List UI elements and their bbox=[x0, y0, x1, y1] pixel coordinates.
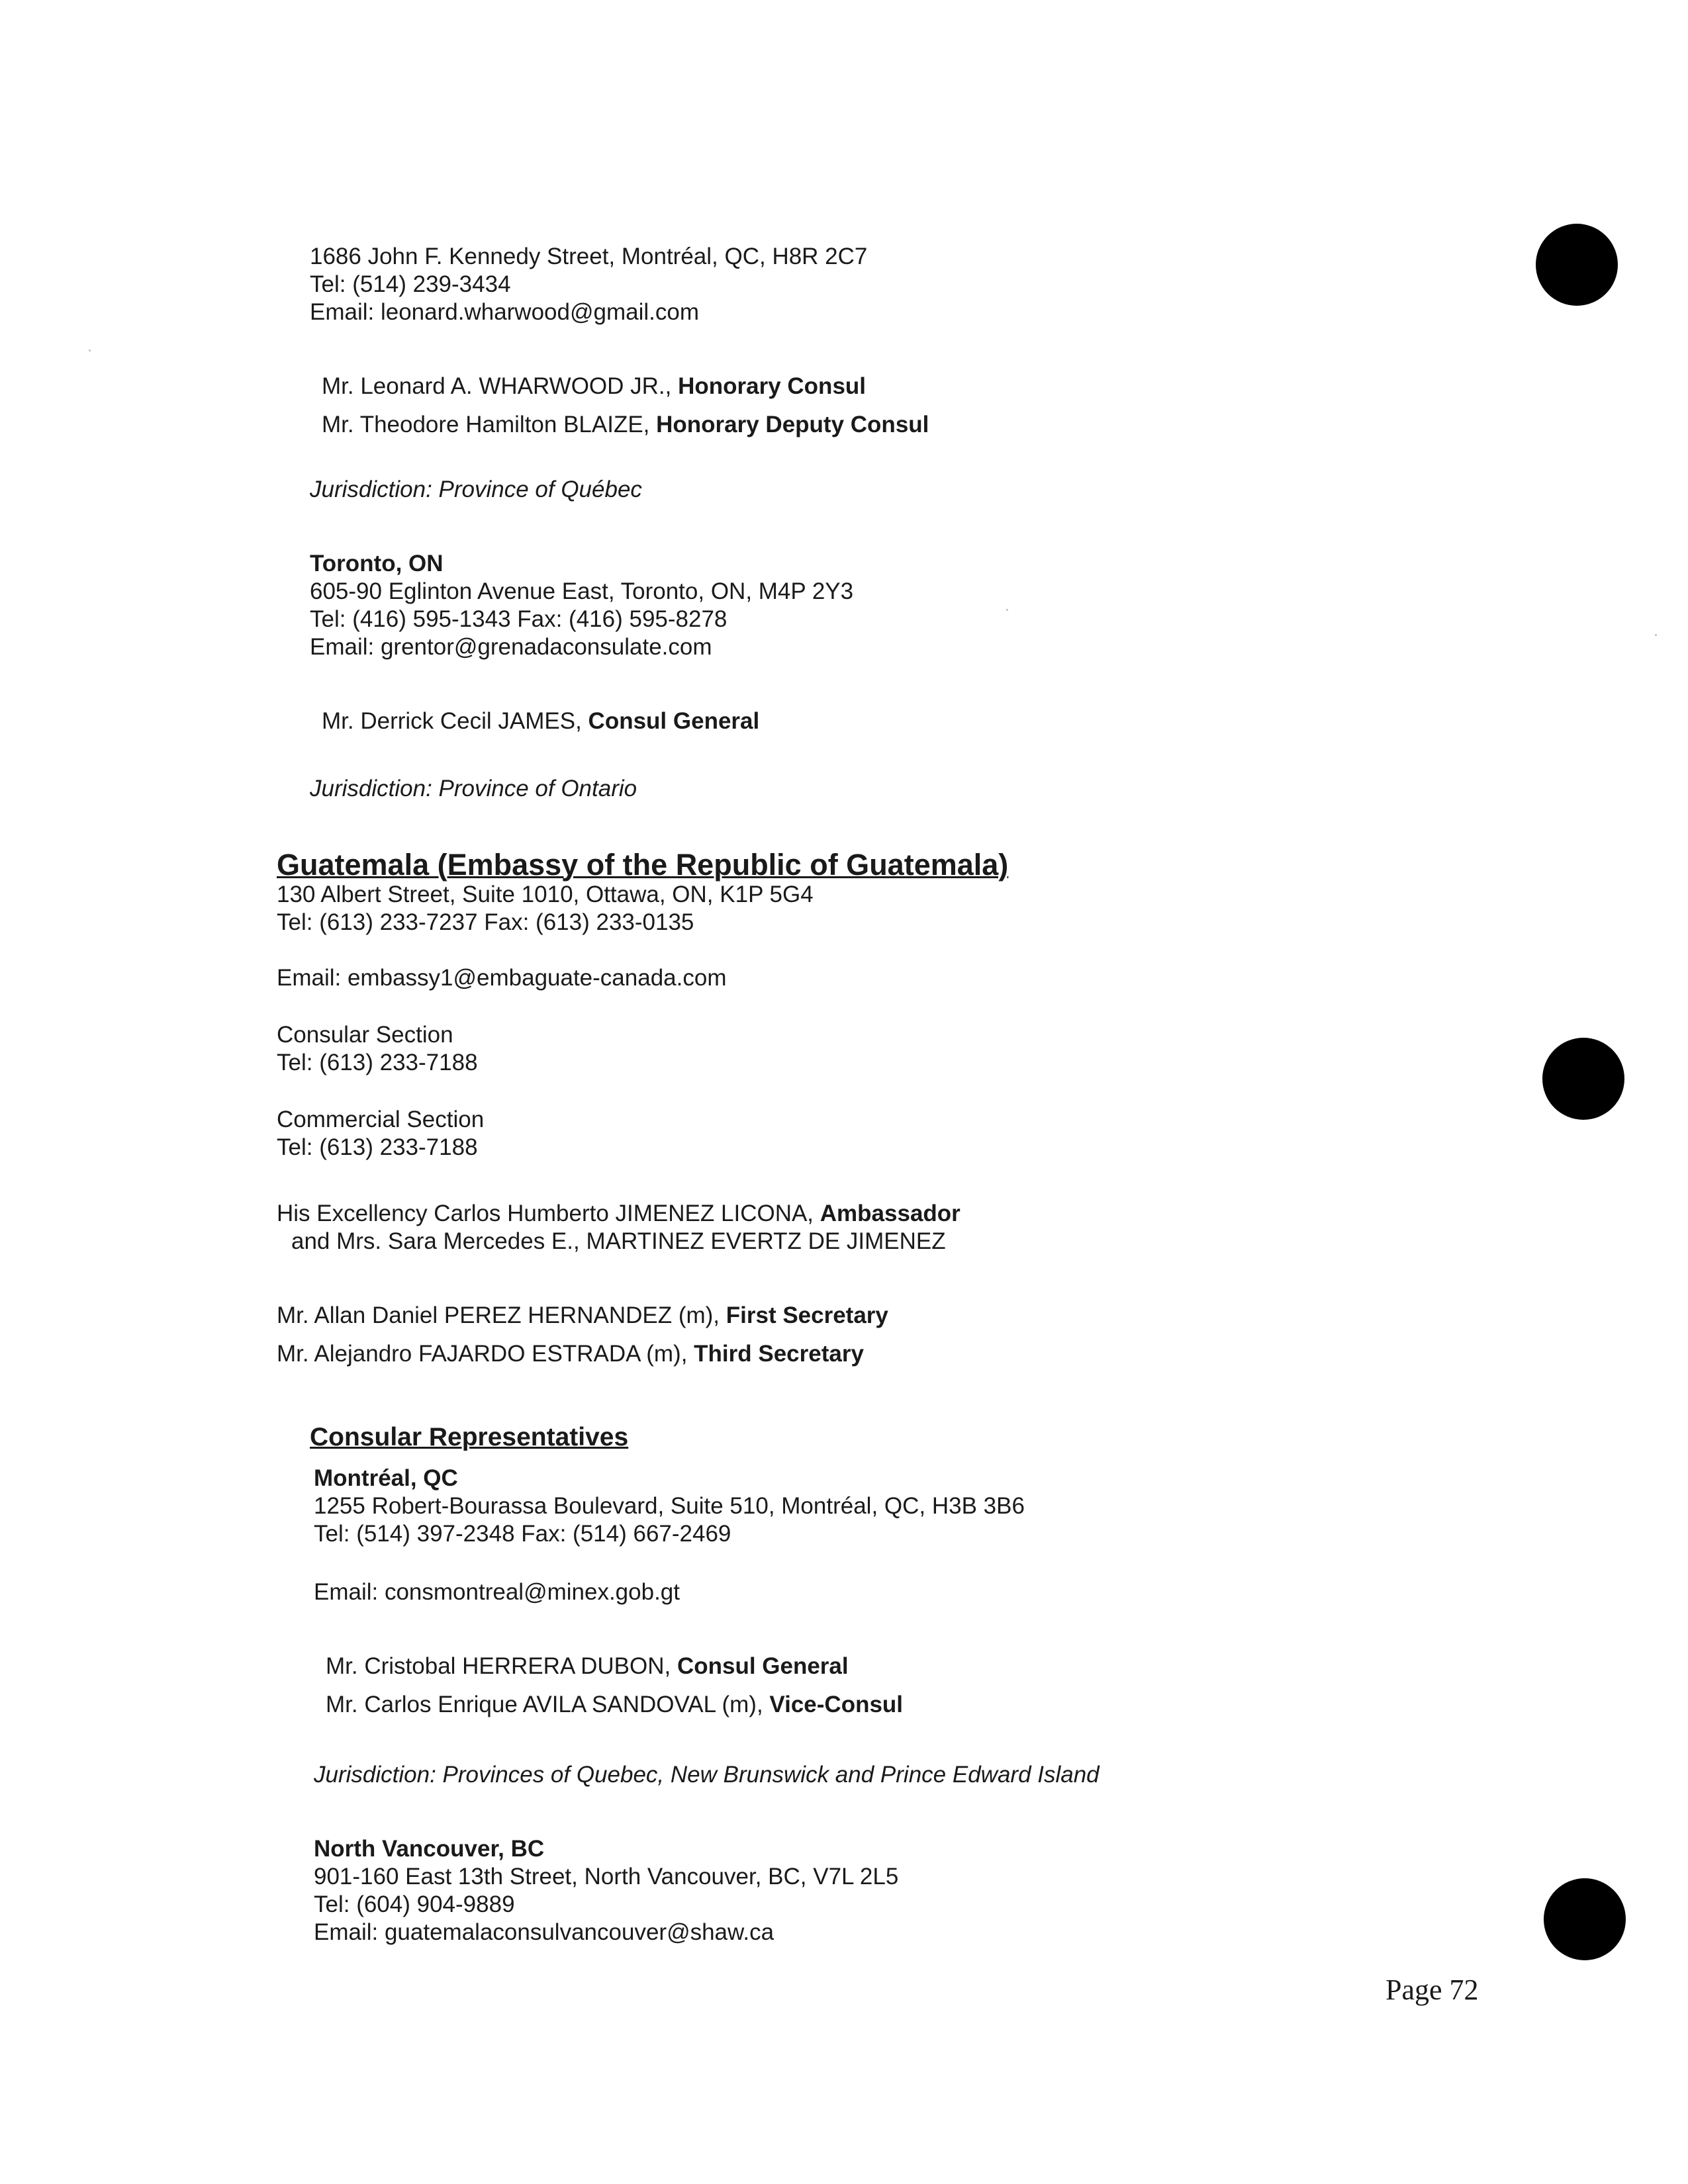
page-number: Page 72 bbox=[1385, 1974, 1479, 2006]
address-line: 901-160 East 13th Street, North Vancouver, BC, V7L 2L5 bbox=[314, 1864, 899, 1889]
tel-line: Tel: (514) 397-2348 Fax: (514) 667-2469 bbox=[314, 1521, 731, 1547]
address-line: 130 Albert Street, Suite 1010, Ottawa, ON, K1P 5G4 bbox=[277, 882, 814, 907]
tel-line: Tel: (604) 904-9889 bbox=[314, 1891, 515, 1917]
ambassador-line: His Excellency Carlos Humberto JIMENEZ LICONA, Ambassador bbox=[277, 1201, 961, 1226]
staff-line: Mr. Carlos Enrique AVILA SANDOVAL (m), Vice-Consul bbox=[326, 1692, 904, 1717]
staff-line: Mr. Allan Daniel PEREZ HERNANDEZ (m), First Secretary bbox=[277, 1302, 888, 1328]
punch-hole-icon bbox=[1542, 1038, 1624, 1120]
spouse-line: and Mrs. Sara Mercedes E., MARTINEZ EVERTZ DE JIMENEZ bbox=[291, 1228, 946, 1254]
email-line: Email: guatemalaconsulvancouver@shaw.ca bbox=[314, 1919, 774, 1945]
staff-line: Mr. Alejandro FAJARDO ESTRADA (m), Third Secretary bbox=[277, 1341, 864, 1367]
city-heading: Toronto, ON bbox=[310, 551, 444, 576]
address-line: 605-90 Eglinton Avenue East, Toronto, ON, M4P 2Y3 bbox=[310, 578, 854, 604]
city-heading: North Vancouver, BC bbox=[314, 1836, 545, 1862]
tel-line: Tel: (613) 233-7237 Fax: (613) 233-0135 bbox=[277, 909, 694, 935]
scan-speck bbox=[1655, 634, 1657, 636]
email-line: Email: grentor@grenadaconsulate.com bbox=[310, 634, 712, 660]
country-heading: Guatemala (Embassy of the Republic of Guatemala) bbox=[277, 848, 1009, 882]
jurisdiction-line: Jurisdiction: Province of Ontario bbox=[310, 776, 637, 801]
punch-hole-icon bbox=[1536, 224, 1618, 306]
jurisdiction-line: Jurisdiction: Province of Québec bbox=[310, 477, 642, 502]
staff-line: Mr. Theodore Hamilton BLAIZE, Honorary Deputy Consul bbox=[322, 412, 929, 437]
address-line: 1255 Robert-Bourassa Boulevard, Suite 510, Montréal, QC, H3B 3B6 bbox=[314, 1493, 1025, 1519]
tel-line: Tel: (613) 233-7188 bbox=[277, 1050, 478, 1075]
tel-line: Tel: (514) 239-3434 bbox=[310, 271, 511, 297]
section-label: Commercial Section bbox=[277, 1107, 485, 1132]
city-heading: Montréal, QC bbox=[314, 1465, 458, 1491]
punch-hole-icon bbox=[1544, 1878, 1626, 1960]
section-heading: Consular Representatives bbox=[310, 1423, 629, 1451]
tel-line: Tel: (416) 595-1343 Fax: (416) 595-8278 bbox=[310, 606, 727, 632]
staff-line: Mr. Leonard A. WHARWOOD JR., Honorary Consul bbox=[322, 373, 867, 399]
address-line: 1686 John F. Kennedy Street, Montréal, QC, H8R 2C7 bbox=[310, 244, 868, 269]
email-line: Email: consmontreal@minex.gob.gt bbox=[314, 1579, 680, 1605]
staff-line: Mr. Derrick Cecil JAMES, Consul General bbox=[322, 708, 760, 734]
scan-speck bbox=[1006, 609, 1008, 611]
jurisdiction-line: Jurisdiction: Provinces of Quebec, New Brunswick and Prince Edward Island bbox=[314, 1762, 1100, 1788]
staff-line: Mr. Cristobal HERRERA DUBON, Consul General bbox=[326, 1653, 849, 1679]
section-label: Consular Section bbox=[277, 1022, 453, 1048]
scan-speck bbox=[89, 349, 91, 351]
email-line: Email: leonard.wharwood@gmail.com bbox=[310, 299, 699, 325]
tel-line: Tel: (613) 233-7188 bbox=[277, 1134, 478, 1160]
email-line: Email: embassy1@embaguate-canada.com bbox=[277, 965, 727, 991]
